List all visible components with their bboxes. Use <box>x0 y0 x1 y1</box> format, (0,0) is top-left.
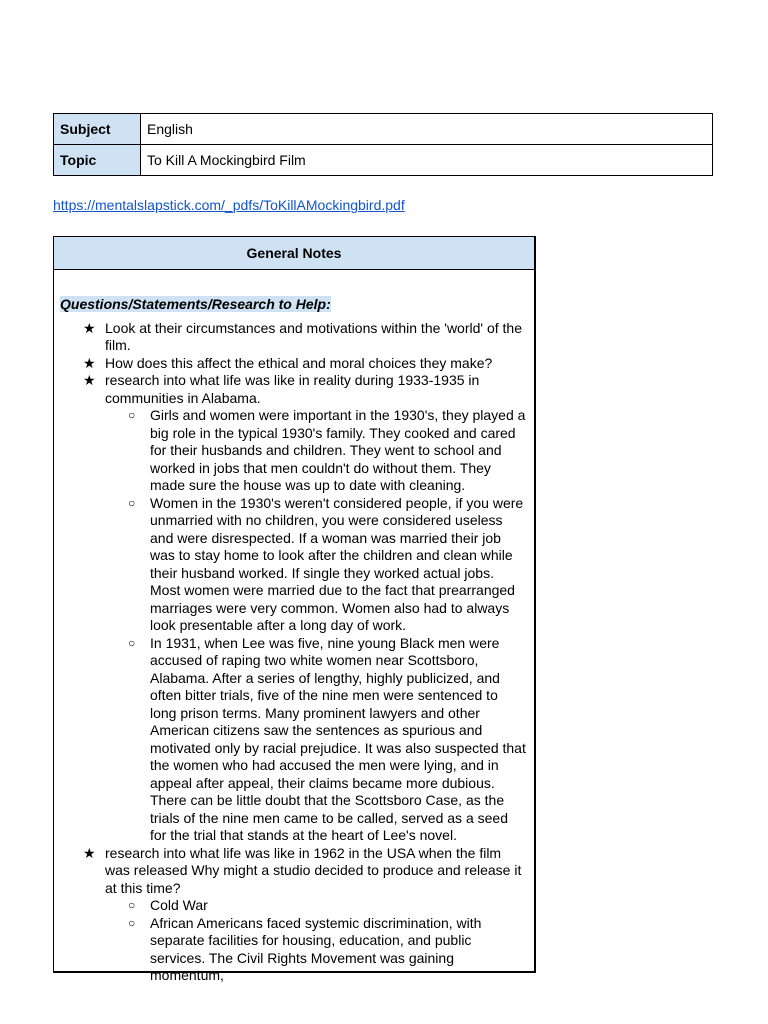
notes-sublist <box>105 897 528 985</box>
info-table <box>53 113 713 176</box>
notes-list <box>60 320 528 985</box>
notes-subitem-text: Cold War <box>150 897 208 913</box>
general-notes-table <box>53 236 536 983</box>
notes-list-item <box>83 354 528 373</box>
notes-list-item <box>83 372 528 845</box>
notes-subitem-text: In 1931, when Lee was five, nine young Black men were accused of raping two white women near Scottsboro, Alabama. After a series of lengthy, highly publicized, and often bitter trials, five of the nine men were sentenced to long prison terms. Many prominent lawyers and other American citizens saw the sentences as spurious and motivated only by racial prejudice. It was also suspected that the women who had accused the men were lying, and in appeal after appeal, their claims became more dubious. There can be little doubt that the Scottsboro Case, as the trials of the nine men came to be called, served as a seed for the trial that stands at the heart of Lee's novel. <box>150 634 526 843</box>
general-notes-body[interactable] <box>54 270 534 985</box>
notes-subheading: Questions/Statements/Research to Help: <box>60 296 331 312</box>
notes-subitem <box>128 494 528 635</box>
star-bullet-icon: ★ <box>83 372 96 388</box>
circle-bullet-icon: ○ <box>128 495 136 510</box>
star-bullet-icon: ★ <box>83 844 96 861</box>
subject-label: Subject <box>54 114 141 145</box>
notes-sublist <box>105 407 528 845</box>
notes-subitem <box>128 897 528 915</box>
notes-list-item <box>83 844 528 985</box>
topic-label: Topic <box>54 145 141 176</box>
general-notes-header: General Notes <box>54 237 534 270</box>
notes-subitem-text: African Americans faced systemic discrimination, with separate facilities for housing, education, and public services. The Civil Rights Movement was gaining momentum, <box>150 914 482 983</box>
subject-row <box>54 114 713 145</box>
notes-subitem <box>128 407 528 495</box>
star-bullet-icon: ★ <box>83 354 96 371</box>
circle-bullet-icon: ○ <box>128 915 136 930</box>
notes-subitem <box>128 634 528 845</box>
notes-subitem-text: Girls and women were important in the 1930's, they played a big role in the typical 1930's family. They cooked and cared for their husbands and children. They went to school and worked in jobs that men couldn't do without them. They made sure the house was up to date with cleaning. <box>150 407 526 493</box>
circle-bullet-icon: ○ <box>128 408 136 422</box>
notes-list-item <box>83 319 528 355</box>
circle-bullet-icon: ○ <box>128 635 136 650</box>
notes-item-text: Look at their circumstances and motivations within the 'world' of the film. <box>105 319 522 353</box>
notes-item-text: How does this affect the ethical and moral choices they make? <box>105 354 493 371</box>
topic-row <box>54 145 713 176</box>
circle-bullet-icon: ○ <box>128 898 136 912</box>
topic-value[interactable]: To Kill A Mockingbird Film <box>141 145 713 176</box>
pdf-link[interactable]: https://mentalslapstick.com/_pdfs/ToKillAMockingbird.pdf <box>53 197 405 213</box>
notes-item-text: research into what life was like in reality during 1933-1935 in communities in Alabama. <box>105 372 480 406</box>
notes-item-text: research into what life was like in 1962 in the USA when the film was released Why might a studio decided to produce and release it at this time? <box>105 844 522 896</box>
notes-subitem-text: Women in the 1930's weren't considered people, if you were unmarried with no children, you were considered useless and were disrespected. If a woman was married their job was to stay home to look after the children and clean while their husband worked. If single they worked actual jobs. Most women were married due to the fact that prearranged marriages were very common. Women also had to always look presentable after a long day of work. <box>150 494 524 633</box>
subject-value[interactable]: English <box>141 114 713 145</box>
star-bullet-icon: ★ <box>83 319 96 336</box>
notes-subitem <box>128 914 528 985</box>
